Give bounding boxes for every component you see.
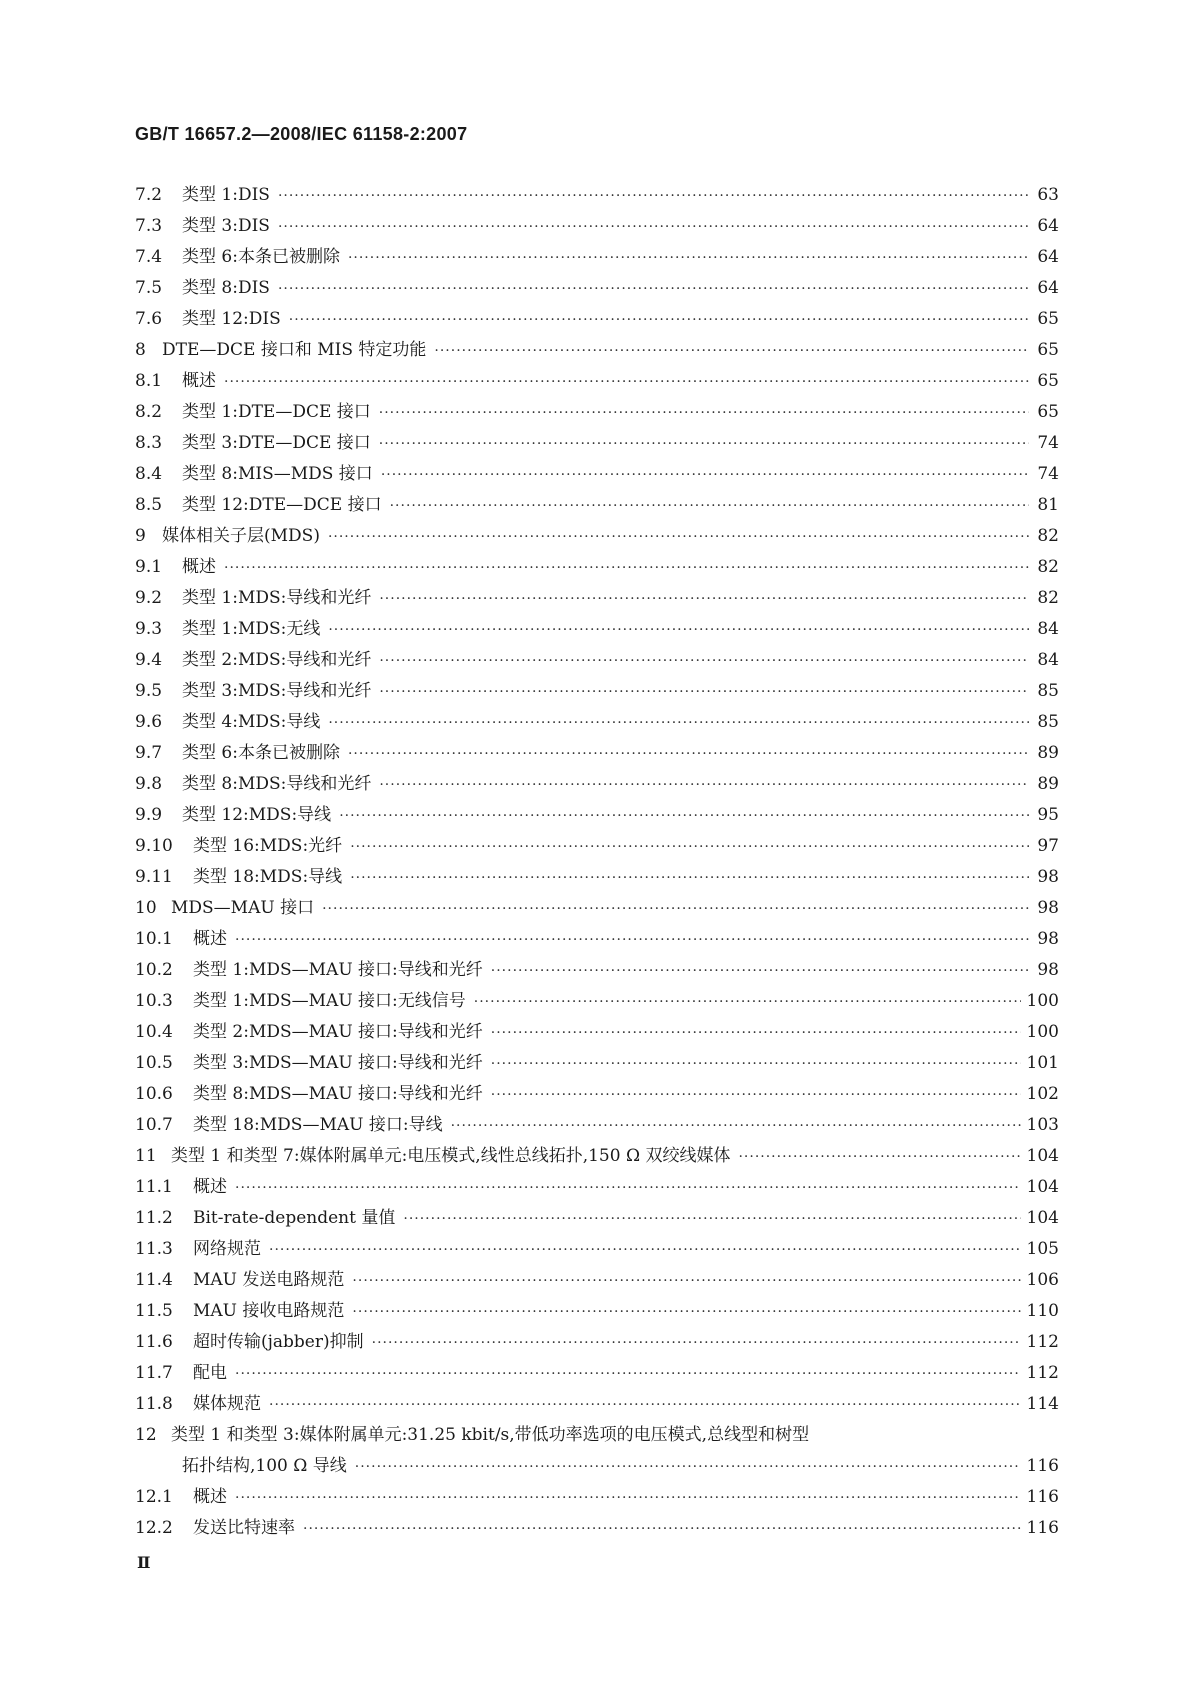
toc-entry[interactable] [135,1203,1059,1234]
toc-entry-number: 11.2 [135,1208,173,1228]
toc-entry-number: 12.2 [135,1518,173,1538]
dot-leader [491,956,1029,987]
toc-entry-title: 类型 1:DIS [182,185,270,205]
toc-entry[interactable] [135,583,1059,614]
dot-leader [224,553,1029,584]
toc-entry-page: 114 [1026,1394,1059,1414]
toc-entry-number: 10.3 [135,991,173,1011]
toc-entry[interactable] [135,955,1059,986]
toc-entry-number: 12.1 [135,1487,173,1507]
toc-entry[interactable] [135,397,1059,428]
toc-entry[interactable] [135,1234,1059,1265]
toc-entry-title: 类型 1 和类型 7:媒体附属单元:电压模式,线性总线拓扑,150 Ω 双绞线媒体 [171,1146,731,1166]
dot-leader [278,212,1029,243]
dot-leader [348,243,1029,274]
toc-entry[interactable] [135,1296,1059,1327]
toc-entry-number: 9.10 [135,836,173,856]
toc-entry-title: 类型 1:MDS—MAU 接口:无线信号 [193,991,466,1011]
dot-leader [235,1359,1021,1390]
toc-entry-page: 64 [1037,216,1059,236]
toc-entry-number: 11.6 [135,1332,173,1352]
toc-entry-number: 11.8 [135,1394,173,1414]
toc-entry[interactable] [135,552,1059,583]
dot-leader [322,894,1029,925]
toc-entry-number: 11.1 [135,1177,173,1197]
toc-entry-number: 9.8 [135,774,163,794]
dot-leader [355,1452,1021,1483]
toc-entry[interactable] [135,1513,1059,1544]
toc-entry-page: 98 [1037,867,1059,887]
toc-entry-title: 概述 [182,371,216,391]
toc-entry-page: 65 [1037,402,1059,422]
toc-entry[interactable] [135,1048,1059,1079]
toc-entry-title: 类型 6:本条已被删除 [182,743,340,763]
toc-entry-page: 104 [1026,1146,1059,1166]
toc-entry-title: 概述 [182,557,216,577]
dot-leader [379,429,1029,460]
toc-entry[interactable] [135,924,1059,955]
dot-leader [278,181,1029,212]
dot-leader [379,584,1029,615]
dot-leader [434,336,1029,367]
toc-entry[interactable] [135,1389,1059,1420]
toc-entry-title: 类型 3:DTE—DCE 接口 [182,433,371,453]
toc-entry-page: 65 [1037,340,1059,360]
dot-leader [269,1390,1021,1421]
dot-leader [269,1235,1021,1266]
toc-entry-page: 85 [1037,681,1059,701]
toc-entry[interactable] [135,1141,1059,1172]
toc-entry-number: 9.5 [135,681,163,701]
dot-leader [289,305,1029,336]
toc-entry-title: MAU 接收电路规范 [193,1301,345,1321]
toc-entry[interactable] [135,366,1059,397]
toc-entry[interactable] [135,1420,1059,1451]
toc-entry[interactable] [135,180,1059,211]
toc-entry[interactable] [135,862,1059,893]
toc-entry-title: 概述 [193,1487,227,1507]
toc-entry-page: 116 [1026,1487,1059,1507]
toc-entry-title: 媒体规范 [193,1394,261,1414]
toc-entry-title: 配电 [193,1363,227,1383]
toc-entry[interactable] [135,1172,1059,1203]
page-number-footer: Ⅱ [137,1553,151,1572]
dot-leader [381,460,1029,491]
table-of-contents [135,180,1059,1544]
toc-entry-page: 74 [1037,433,1059,453]
toc-entry-page: 82 [1037,557,1059,577]
toc-entry[interactable] [135,1265,1059,1296]
toc-entry-continuation[interactable] [135,1451,1059,1482]
toc-entry-number: 8.4 [135,464,163,484]
toc-entry[interactable] [135,428,1059,459]
toc-entry-page: 82 [1037,526,1059,546]
toc-entry-number: 11.7 [135,1363,173,1383]
dot-leader [379,770,1029,801]
toc-entry-number: 7.5 [135,278,163,298]
toc-entry-page: 97 [1037,836,1059,856]
toc-entry-number: 11 [135,1146,157,1166]
dot-leader [379,646,1029,677]
toc-entry-page: 81 [1037,495,1059,515]
toc-entry[interactable] [135,738,1059,769]
toc-entry-title: 类型 1 和类型 3:媒体附属单元:31.25 kbit/s,带低功率选项的电压模式,总线型和树型 [171,1425,810,1445]
toc-entry-title: 类型 16:MDS:光纤 [193,836,343,856]
toc-entry[interactable] [135,273,1059,304]
toc-entry-page: 64 [1037,247,1059,267]
dot-leader [235,925,1029,956]
toc-entry-number: 8.5 [135,495,163,515]
toc-entry-title: 类型 1:DTE—DCE 接口 [182,402,371,422]
toc-entry[interactable] [135,1110,1059,1141]
toc-entry-page: 84 [1037,619,1059,639]
toc-entry-title: 类型 1:MDS:无线 [182,619,321,639]
toc-entry-title: 类型 12:MDS:导线 [182,805,332,825]
toc-entry-title: 类型 8:MDS:导线和光纤 [182,774,372,794]
toc-entry-number: 7.4 [135,247,163,267]
toc-entry-page: 63 [1037,185,1059,205]
dot-leader [491,1049,1021,1080]
toc-entry-number: 9.3 [135,619,163,639]
toc-entry[interactable] [135,211,1059,242]
toc-entry-title: 概述 [193,1177,227,1197]
dot-leader [278,274,1029,305]
toc-entry-number: 12 [135,1425,157,1445]
toc-entry-title: MAU 发送电路规范 [193,1270,345,1290]
toc-entry-title: 发送比特速率 [193,1518,295,1538]
toc-entry-number: 9.7 [135,743,163,763]
toc-entry-title: 类型 18:MDS—MAU 接口:导线 [193,1115,443,1135]
toc-entry-page: 106 [1026,1270,1059,1290]
dot-leader [491,1080,1021,1111]
toc-entry[interactable] [135,521,1059,552]
toc-entry-title: 类型 6:本条已被删除 [182,247,340,267]
dot-leader [235,1173,1021,1204]
dot-leader [350,863,1029,894]
toc-entry-page: 65 [1037,371,1059,391]
dot-leader [491,1018,1021,1049]
toc-entry-number: 10.1 [135,929,173,949]
toc-entry-number: 8.3 [135,433,163,453]
dot-leader [350,832,1029,863]
toc-entry[interactable] [135,800,1059,831]
toc-entry-title: 媒体相关子层(MDS) [162,526,320,546]
toc-entry-page: 112 [1026,1332,1059,1352]
toc-entry-page: 112 [1026,1363,1059,1383]
toc-entry-number: 10.4 [135,1022,173,1042]
toc-entry[interactable] [135,304,1059,335]
toc-entry-number: 8.2 [135,402,163,422]
toc-entry-title: 类型 4:MDS:导线 [182,712,321,732]
toc-entry[interactable] [135,707,1059,738]
dot-leader [372,1328,1021,1359]
toc-entry-page: 110 [1026,1301,1059,1321]
dot-leader [303,1514,1021,1545]
toc-entry-number: 9 [135,526,146,546]
toc-entry-title: 类型 8:MIS—MDS 接口 [182,464,373,484]
toc-entry[interactable] [135,831,1059,862]
toc-entry[interactable] [135,645,1059,676]
dot-leader [451,1111,1021,1142]
dot-leader [224,367,1029,398]
toc-entry-title: MDS—MAU 接口 [171,898,315,918]
toc-entry-page: 98 [1037,929,1059,949]
toc-entry-number: 9.4 [135,650,163,670]
toc-entry-number: 8 [135,340,146,360]
toc-entry-title: 类型 3:MDS—MAU 接口:导线和光纤 [193,1053,483,1073]
dot-leader [738,1142,1020,1173]
toc-entry-number: 11.3 [135,1239,173,1259]
toc-entry-page: 98 [1037,898,1059,918]
toc-entry-page: 64 [1037,278,1059,298]
toc-entry-title: 类型 8:MDS—MAU 接口:导线和光纤 [193,1084,483,1104]
toc-entry-page: 89 [1037,774,1059,794]
toc-entry-number: 10 [135,898,157,918]
toc-entry-page: 95 [1037,805,1059,825]
toc-entry-page: 89 [1037,743,1059,763]
toc-entry-title: 网络规范 [193,1239,261,1259]
dot-leader [348,739,1029,770]
toc-entry-title: 类型 12:DIS [182,309,281,329]
dot-leader [235,1483,1021,1514]
toc-entry[interactable] [135,1017,1059,1048]
toc-entry-number: 10.6 [135,1084,173,1104]
standard-header: GB/T 16657.2—2008/IEC 61158-2:2007 [135,124,468,144]
toc-entry-page: 105 [1026,1239,1059,1259]
toc-entry-page: 98 [1037,960,1059,980]
toc-entry-page: 65 [1037,309,1059,329]
toc-entry-title: 类型 2:MDS—MAU 接口:导线和光纤 [193,1022,483,1042]
toc-entry-title: 概述 [193,929,227,949]
dot-leader [328,522,1029,553]
toc-entry[interactable] [135,490,1059,521]
toc-entry-title: 类型 18:MDS:导线 [193,867,343,887]
toc-entry-page: 116 [1026,1518,1059,1538]
dot-leader [352,1266,1020,1297]
toc-entry[interactable] [135,1482,1059,1513]
toc-entry-number: 11.5 [135,1301,173,1321]
toc-entry-page: 100 [1026,1022,1059,1042]
toc-entry[interactable] [135,769,1059,800]
toc-entry-title: 类型 1:MDS:导线和光纤 [182,588,372,608]
toc-entry-number: 7.2 [135,185,163,205]
dot-leader [390,491,1029,522]
toc-entry-page: 74 [1037,464,1059,484]
toc-entry-title: 类型 3:MDS:导线和光纤 [182,681,372,701]
toc-entry-title: 类型 3:DIS [182,216,270,236]
dot-leader [379,398,1029,429]
toc-entry-number: 9.1 [135,557,163,577]
toc-entry-page: 100 [1026,991,1059,1011]
toc-entry-title: 类型 8:DIS [182,278,270,298]
toc-entry-title: 类型 1:MDS—MAU 接口:导线和光纤 [193,960,483,980]
toc-entry-number: 9.2 [135,588,163,608]
toc-entry[interactable] [135,986,1059,1017]
toc-entry[interactable] [135,1079,1059,1110]
toc-entry-number: 9.9 [135,805,163,825]
toc-entry[interactable] [135,459,1059,490]
toc-entry-number: 11.4 [135,1270,173,1290]
toc-entry-page: 101 [1026,1053,1059,1073]
dot-leader [328,615,1029,646]
toc-entry-number: 7.3 [135,216,163,236]
toc-entry-title: Bit-rate-dependent 量值 [193,1208,396,1228]
toc-entry-page: 102 [1026,1084,1059,1104]
dot-leader [352,1297,1020,1328]
dot-leader [339,801,1029,832]
dot-leader [403,1204,1020,1235]
toc-entry-title: 类型 2:MDS:导线和光纤 [182,650,372,670]
toc-entry-title: 超时传输(jabber)抑制 [193,1332,364,1352]
toc-entry-number: 9.6 [135,712,163,732]
toc-entry-page: 103 [1026,1115,1059,1135]
toc-entry-title: 拓扑结构,100 Ω 导线 [182,1456,347,1476]
toc-entry-number: 10.2 [135,960,173,980]
toc-entry[interactable] [135,676,1059,707]
toc-entry[interactable] [135,1327,1059,1358]
toc-entry[interactable] [135,614,1059,645]
toc-entry-number: 8.1 [135,371,163,391]
toc-entry-title: 类型 12:DTE—DCE 接口 [182,495,382,515]
toc-entry-number: 9.11 [135,867,173,887]
toc-entry-number: 7.6 [135,309,163,329]
toc-entry[interactable] [135,242,1059,273]
dot-leader [474,987,1021,1018]
toc-entry-page: 104 [1026,1208,1059,1228]
toc-entry[interactable] [135,1358,1059,1389]
dot-leader [328,708,1029,739]
toc-entry-page: 82 [1037,588,1059,608]
toc-entry-page: 85 [1037,712,1059,732]
toc-entry-number: 10.5 [135,1053,173,1073]
toc-entry-title: DTE—DCE 接口和 MIS 特定功能 [162,340,427,360]
toc-entry[interactable] [135,893,1059,924]
toc-entry-page: 116 [1026,1456,1059,1476]
dot-leader [379,677,1029,708]
toc-entry[interactable] [135,335,1059,366]
toc-entry-page: 104 [1026,1177,1059,1197]
toc-entry-page: 84 [1037,650,1059,670]
toc-entry-number: 10.7 [135,1115,173,1135]
